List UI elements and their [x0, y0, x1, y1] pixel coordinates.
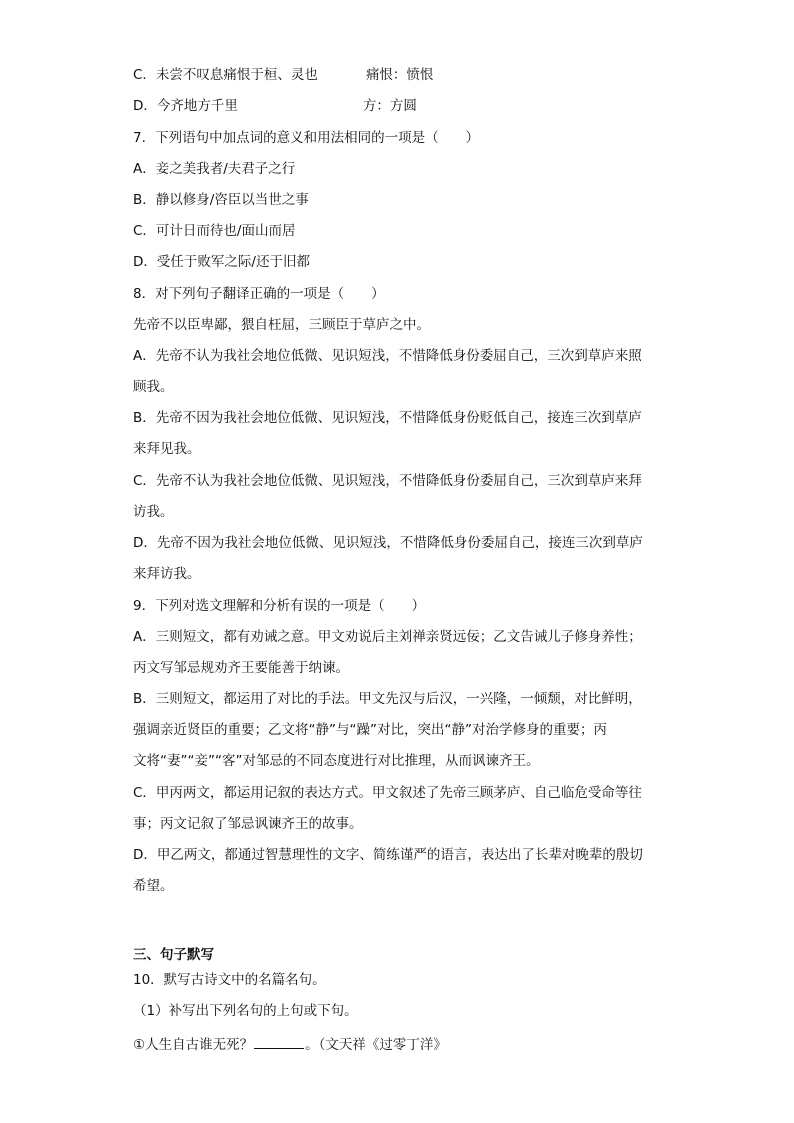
q7-option-b: B．静以修身/咨臣以当世之事 [133, 192, 309, 208]
q9-option-c-line1: C．甲丙两文，都运用记叙的表达方式。甲文叙述了先帝三顾茅庐、自己临危受命等往 [133, 785, 642, 801]
q9-option-b-line1: B．三则短文，都运用了对比的手法。甲文先汉与后汉，一兴隆，一倾颓，对比鲜明， [133, 691, 642, 707]
option-note: 痛恨：愤恨 [365, 67, 434, 83]
q9-option-d-line2: 希望。 [133, 878, 174, 894]
answer-blank[interactable] [254, 1034, 304, 1049]
q8-sentence: 先帝不以臣卑鄙，猥自枉屈，三顾臣于草庐之中。 [133, 317, 430, 333]
q9-option-d-line1: D．甲乙两文，都通过智慧理性的文字、简练谨严的语言，表达出了长辈对晚辈的殷切 [133, 847, 643, 863]
q10-sub1: （1）补写出下列名句的上句或下句。 [133, 1003, 358, 1019]
q8-option-b-line2: 来拜见我。 [133, 441, 201, 457]
q8-option-c-line1: C．先帝不认为我社会地位低微、见识短浅，不惜降低身份委屈自己，三次到草庐来拜 [133, 473, 642, 489]
q9-option-a-line1: A．三则短文，都有劝诫之意。甲文劝说后主刘禅亲贤远佞；乙文告诫儿子修身养性； [133, 629, 642, 645]
q8-stem: 8．对下列句子翻译正确的一项是（ ） [133, 286, 385, 302]
q6-option-d [133, 97, 417, 115]
q7-option-a: A．妾之美我者/夫君子之行 [133, 161, 296, 177]
q6-option-c [133, 66, 433, 84]
q8-option-c-line2: 访我。 [133, 504, 174, 520]
q7-stem: 7．下列语句中加点词的意义和用法相同的一项是（ ） [133, 130, 480, 146]
item-text-after: 。（文天祥《过零丁洋》 [305, 1037, 447, 1053]
q10-stem: 10．默写古诗文中的名篇名句。 [133, 972, 326, 988]
q7-option-d: D．受任于败军之际/还于旧都 [133, 254, 310, 270]
q9-stem: 9．下列对选文理解和分析有误的一项是（ ） [133, 598, 426, 614]
q8-option-d-line2: 来拜访我。 [133, 566, 201, 582]
q8-option-b-line1: B．先帝不因为我社会地位低微、见识短浅，不惜降低身份贬低自己，接连三次到草庐 [133, 410, 642, 426]
option-text: D．今齐地方千里 [133, 98, 238, 114]
q9-option-b-line2: 强调亲近贤臣的重要；乙文将“静”与“躁”对比，突出“静”对治学修身的重要；丙 [133, 722, 607, 738]
option-note: 方：方圆 [362, 98, 417, 114]
q10-item1 [133, 1034, 447, 1054]
section-heading: 三、句子默写 [133, 947, 214, 963]
q8-option-d-line1: D．先帝不因为我社会地位低微、见识短浅，不惜降低身份委屈自己，接连三次到草庐 [133, 535, 643, 551]
q9-option-a-line2: 丙文写邹忌规劝齐王要能善于纳谏。 [133, 660, 349, 676]
q8-option-a-line1: A．先帝不认为我社会地位低微、见识短浅，不惜降低身份委屈自己，三次到草庐来照 [133, 348, 642, 364]
item-text-before: ①人生自古谁无死？ [133, 1037, 254, 1053]
q8-option-a-line2: 顾我。 [133, 379, 174, 395]
q7-option-c: C．可计日而待也/面山而居 [133, 223, 296, 239]
option-text: C．未尝不叹息痛恨于桓、灵也 [133, 67, 318, 83]
q9-option-c-line2: 事；丙文记叙了邹忌讽谏齐王的故事。 [133, 816, 363, 832]
q9-option-b-line3: 文将“妻”“妾”“客”对邹忌的不同态度进行对比推理，从而讽谏齐王。 [133, 753, 540, 769]
